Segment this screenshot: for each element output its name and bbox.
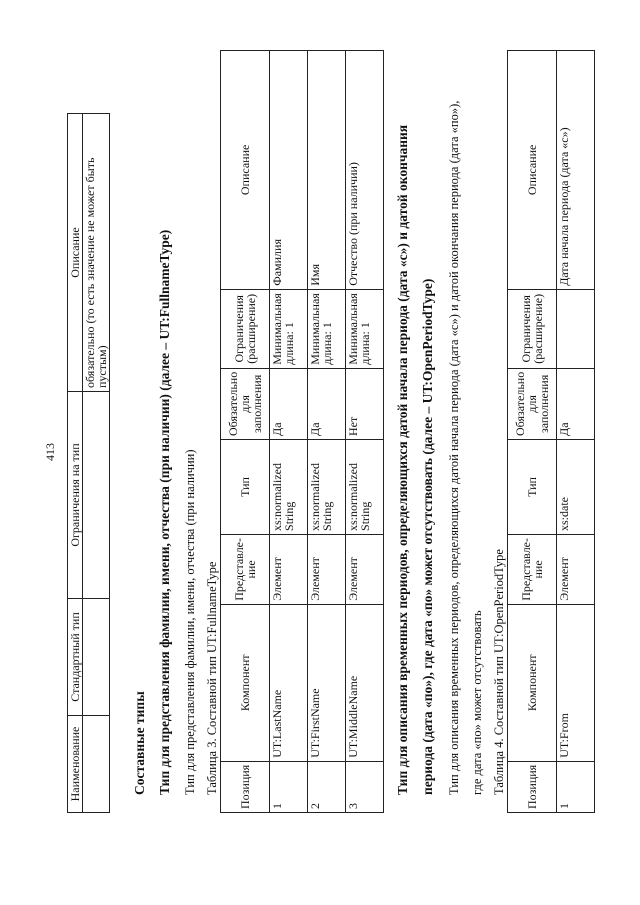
header-cell: Обязательно для заполнения xyxy=(221,368,270,439)
table-header-row xyxy=(221,51,270,813)
header-cell: Позиция xyxy=(221,761,270,812)
fullname-description: Тип для представления фамилии, имени, отчества (при наличии) xyxy=(183,449,197,795)
header-cell: Компонент xyxy=(221,604,270,761)
header-cell: Тип xyxy=(508,439,557,534)
position-cell: 1 xyxy=(557,761,595,812)
position-cell: 3 xyxy=(346,761,384,812)
open-period-table xyxy=(507,50,595,813)
table-row xyxy=(270,51,308,813)
header-cell: Описание xyxy=(508,51,557,290)
table3-caption: Таблица 3. Составной тип UT:FullnameType xyxy=(205,561,219,795)
component-cell: UT:MiddleName xyxy=(346,604,384,761)
required-cell: Да xyxy=(308,368,346,439)
table-cell xyxy=(83,716,110,813)
required-cell: Да xyxy=(557,368,595,439)
representation-cell: Элемент xyxy=(557,534,595,604)
period-heading-line2: периода (дата «по»), где дата «по» может отсутствовать (далее – UT:OpenPeriodType) xyxy=(420,278,435,795)
component-cell: UT:From xyxy=(557,604,595,761)
required-cell: Да xyxy=(270,368,308,439)
header-cell: Обязательно для заполнения xyxy=(508,368,557,439)
representation-cell: Элемент xyxy=(270,534,308,604)
type-cell: xs:date xyxy=(557,439,595,534)
table-header-row xyxy=(68,114,83,813)
restriction-cell xyxy=(557,289,595,368)
header-cell: Ограничения (расширение) xyxy=(508,289,557,368)
header-cell: Ограничения (расширение) xyxy=(221,289,270,368)
table-row xyxy=(308,51,346,813)
type-cell: xs:normalized String xyxy=(308,439,346,534)
header-cell: Представле-ние xyxy=(221,534,270,604)
restriction-cell: Минимальная длина: 1 xyxy=(346,289,384,368)
table4-caption: Таблица 4. Составной тип UT:OpenPeriodType xyxy=(492,549,506,795)
representation-cell: Элемент xyxy=(346,534,384,604)
header-cell: Ограничения на тип xyxy=(68,392,83,599)
header-cell: Описание xyxy=(68,114,83,392)
header-cell: Описание xyxy=(221,51,270,290)
component-cell: UT:LastName xyxy=(270,604,308,761)
header-cell: Компонент xyxy=(508,604,557,761)
table-row xyxy=(83,114,110,813)
representation-cell: Элемент xyxy=(308,534,346,604)
header-cell: Тип xyxy=(221,439,270,534)
page-number: 413 xyxy=(43,443,57,461)
type-cell: xs:normalized String xyxy=(270,439,308,534)
header-cell: Позиция xyxy=(508,761,557,812)
fullname-table xyxy=(220,50,384,813)
table-row xyxy=(557,51,595,813)
period-description-line1: Тип для описания временных периодов, определяющихся датой начала периода (дата «с») и датой окончания периода (дата «по»), xyxy=(447,100,461,795)
component-cell: UT:FirstName xyxy=(308,604,346,761)
section-title: Составные типы xyxy=(132,691,147,795)
description-cell: Отчество (при наличии) xyxy=(346,51,384,290)
attributes-table xyxy=(67,113,110,813)
header-cell: Стандартный тип xyxy=(68,599,83,716)
position-cell: 1 xyxy=(270,761,308,812)
header-cell: Наименование xyxy=(68,716,83,813)
table-header-row xyxy=(508,51,557,813)
table-cell: обязательно (то есть значение не может быть пустым) xyxy=(83,114,110,392)
table-row xyxy=(346,51,384,813)
description-cell: Дата начала периода (дата «с») xyxy=(557,51,595,290)
required-cell: Нет xyxy=(346,368,384,439)
type-cell: xs:normalized String xyxy=(346,439,384,534)
table-cell xyxy=(83,599,110,716)
description-cell: Фамилия xyxy=(270,51,308,290)
restriction-cell: Минимальная длина: 1 xyxy=(308,289,346,368)
fullname-heading: Тип для представления фамилии, имени, отчества (при наличии) (далее – UT:FullnameType) xyxy=(157,229,172,795)
description-cell: Имя xyxy=(308,51,346,290)
table-cell xyxy=(83,392,110,599)
header-cell: Представле-ние xyxy=(508,534,557,604)
position-cell: 2 xyxy=(308,761,346,812)
restriction-cell: Минимальная длина: 1 xyxy=(270,289,308,368)
period-heading-line1: Тип для описания временных периодов, определяющихся датой начала периода (дата «с») и датой окончания xyxy=(395,124,410,795)
period-description-line2: где дата «по» может отсутствовать xyxy=(470,610,484,795)
